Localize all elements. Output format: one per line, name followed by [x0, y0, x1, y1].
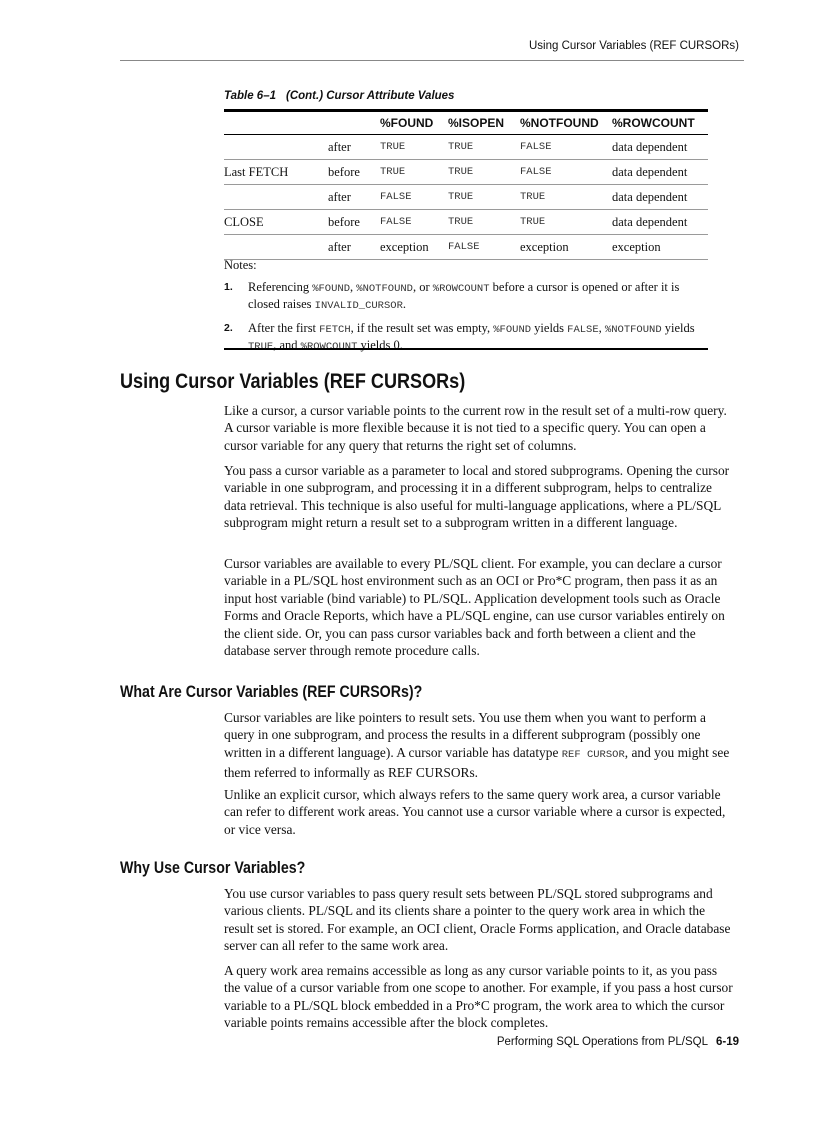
table-number: Table 6–1 — [224, 90, 276, 102]
section-heading: Using Cursor Variables (REF CURSORs) — [120, 370, 466, 393]
table-cell: data dependent — [612, 210, 708, 235]
notes-label: Notes: — [224, 258, 257, 272]
table-cell: after — [328, 185, 380, 210]
table-cell: TRUE — [448, 185, 520, 210]
table-cell — [224, 235, 328, 260]
table-cell: FALSE — [448, 235, 520, 260]
footer-book-title: Performing SQL Operations from PL/SQL — [496, 1036, 708, 1048]
table-cell: TRUE — [520, 210, 612, 235]
table-cell: before — [328, 210, 380, 235]
table-row — [224, 135, 708, 160]
table-row — [224, 185, 708, 210]
table-cell: FALSE — [380, 185, 448, 210]
table-row — [224, 210, 708, 235]
table-cell: before — [328, 160, 380, 185]
table-cell: after — [328, 135, 380, 160]
table-notes — [224, 258, 708, 362]
subsection-heading-why-use: Why Use Cursor Variables? — [120, 859, 306, 877]
table-caption — [224, 90, 454, 102]
note-2: 2. After the first FETCH, if the result set was empty, %FOUND yields FALSE, %NOTFOUND yields TRUE, and %ROWCOUNT yields 0. — [224, 321, 695, 353]
table-cell: data dependent — [612, 135, 708, 160]
table-cell — [224, 185, 328, 210]
header-cell-timing — [328, 111, 380, 135]
table-cell: exception — [520, 235, 612, 260]
table-cell: exception — [380, 235, 448, 260]
table-cell: TRUE — [448, 160, 520, 185]
table-cell: Last FETCH — [224, 160, 328, 185]
table-cell: FALSE — [520, 160, 612, 185]
header-rule — [120, 60, 744, 61]
header-cell-isopen: %ISOPEN — [448, 111, 520, 135]
header-cell-found: %FOUND — [380, 111, 448, 135]
what-are-paragraph-1: Cursor variables are like pointers to result sets. You use them when you want to perform a query in one subprogram, and process the results in a different subprogram (possibly one written in a different language). A cursor variable has datatype REF CURSOR, and you might see them referred to informally as REF CURSORs. — [224, 710, 730, 781]
table-cell: TRUE — [448, 210, 520, 235]
why-use-paragraph-2: A query work area remains accessible as long as any cursor variable points to it, as you pass the value of a cursor variable from one scope to another. For example, if you pass a host cursor variable to a PL/SQL block embedded in a Pro*C program, the work area to which the cursor variable points remains accessible after the block completes. — [224, 963, 733, 1031]
table-cell: exception — [612, 235, 708, 260]
header-cell-rowcount: %ROWCOUNT — [612, 111, 708, 135]
table-cell: TRUE — [520, 185, 612, 210]
cursor-attribute-table — [224, 109, 708, 260]
table-cell: CLOSE — [224, 210, 328, 235]
running-header: Using Cursor Variables (REF CURSORs) — [528, 40, 739, 52]
section-paragraph-3: Cursor variables are available to every PL/SQL client. For example, you can declare a cursor variable in a PL/SQL host environment such as an OCI or Pro*C program, then pass it as an input host variable (bind variable) to PL/SQL. Application development tools such as Oracle Forms and Oracle Reports, which have a PL/SQL engine, can use cursor variables entirely on the client side. Or, you can pass cursor variables back and forth between a client and the database server through remote procedure calls. — [224, 556, 725, 659]
why-use-paragraph-1: You use cursor variables to pass query result sets between PL/SQL stored subprograms and various clients. PL/SQL and its clients share a pointer to the query work area in which the result set is stored. For example, an OCI client, Oracle Forms application, and Oracle database server can all refer to the same work area. — [224, 886, 731, 954]
section-paragraph-1: Like a cursor, a cursor variable points to the current row in the result set of a multi-row query. A cursor variable is more flexible because it is not tied to a specific query. You can open a cursor variable for any query that returns the right set of columns. — [224, 403, 727, 453]
notes-bottom-rule — [224, 348, 708, 350]
header-cell-operation — [224, 111, 328, 135]
table-cell: data dependent — [612, 185, 708, 210]
table-row — [224, 235, 708, 260]
what-are-paragraph-2: Unlike an explicit cursor, which always refers to the same query work area, a cursor variable can refer to different work areas. You cannot use a cursor variable where a cursor is expected, or vice versa. — [224, 787, 726, 837]
table-cell: data dependent — [612, 160, 708, 185]
note-number: 2. — [224, 322, 233, 334]
table-cell — [224, 135, 328, 160]
table-cell: FALSE — [520, 135, 612, 160]
table-cell: TRUE — [448, 135, 520, 160]
table-row — [224, 160, 708, 185]
page-footer — [497, 1036, 739, 1048]
note-1: 1. Referencing %FOUND, %NOTFOUND, or %ROWCOUNT before a cursor is opened or after it is closed raises INVALID_CURSOR. — [224, 280, 680, 312]
table-cell: FALSE — [380, 210, 448, 235]
section-paragraph-2: You pass a cursor variable as a parameter to local and stored subprograms. Opening the cursor variable in one subprogram, and processing it in a different subprogram, helps to centralize data retrieval. This technique is also useful for multi-language applications, where a PL/SQL subprogram might return a result set to a subprogram written in a different language. — [224, 463, 730, 531]
table-cell: TRUE — [380, 160, 448, 185]
table-header-row — [224, 111, 708, 135]
note-number: 1. — [224, 281, 233, 293]
table-cell: TRUE — [380, 135, 448, 160]
header-cell-notfound: %NOTFOUND — [520, 111, 612, 135]
subsection-heading-what-are: What Are Cursor Variables (REF CURSORs)? — [120, 683, 423, 701]
table-cell: after — [328, 235, 380, 260]
page-number: 6-19 — [715, 1036, 739, 1048]
table-title: (Cont.) Cursor Attribute Values — [286, 90, 455, 102]
